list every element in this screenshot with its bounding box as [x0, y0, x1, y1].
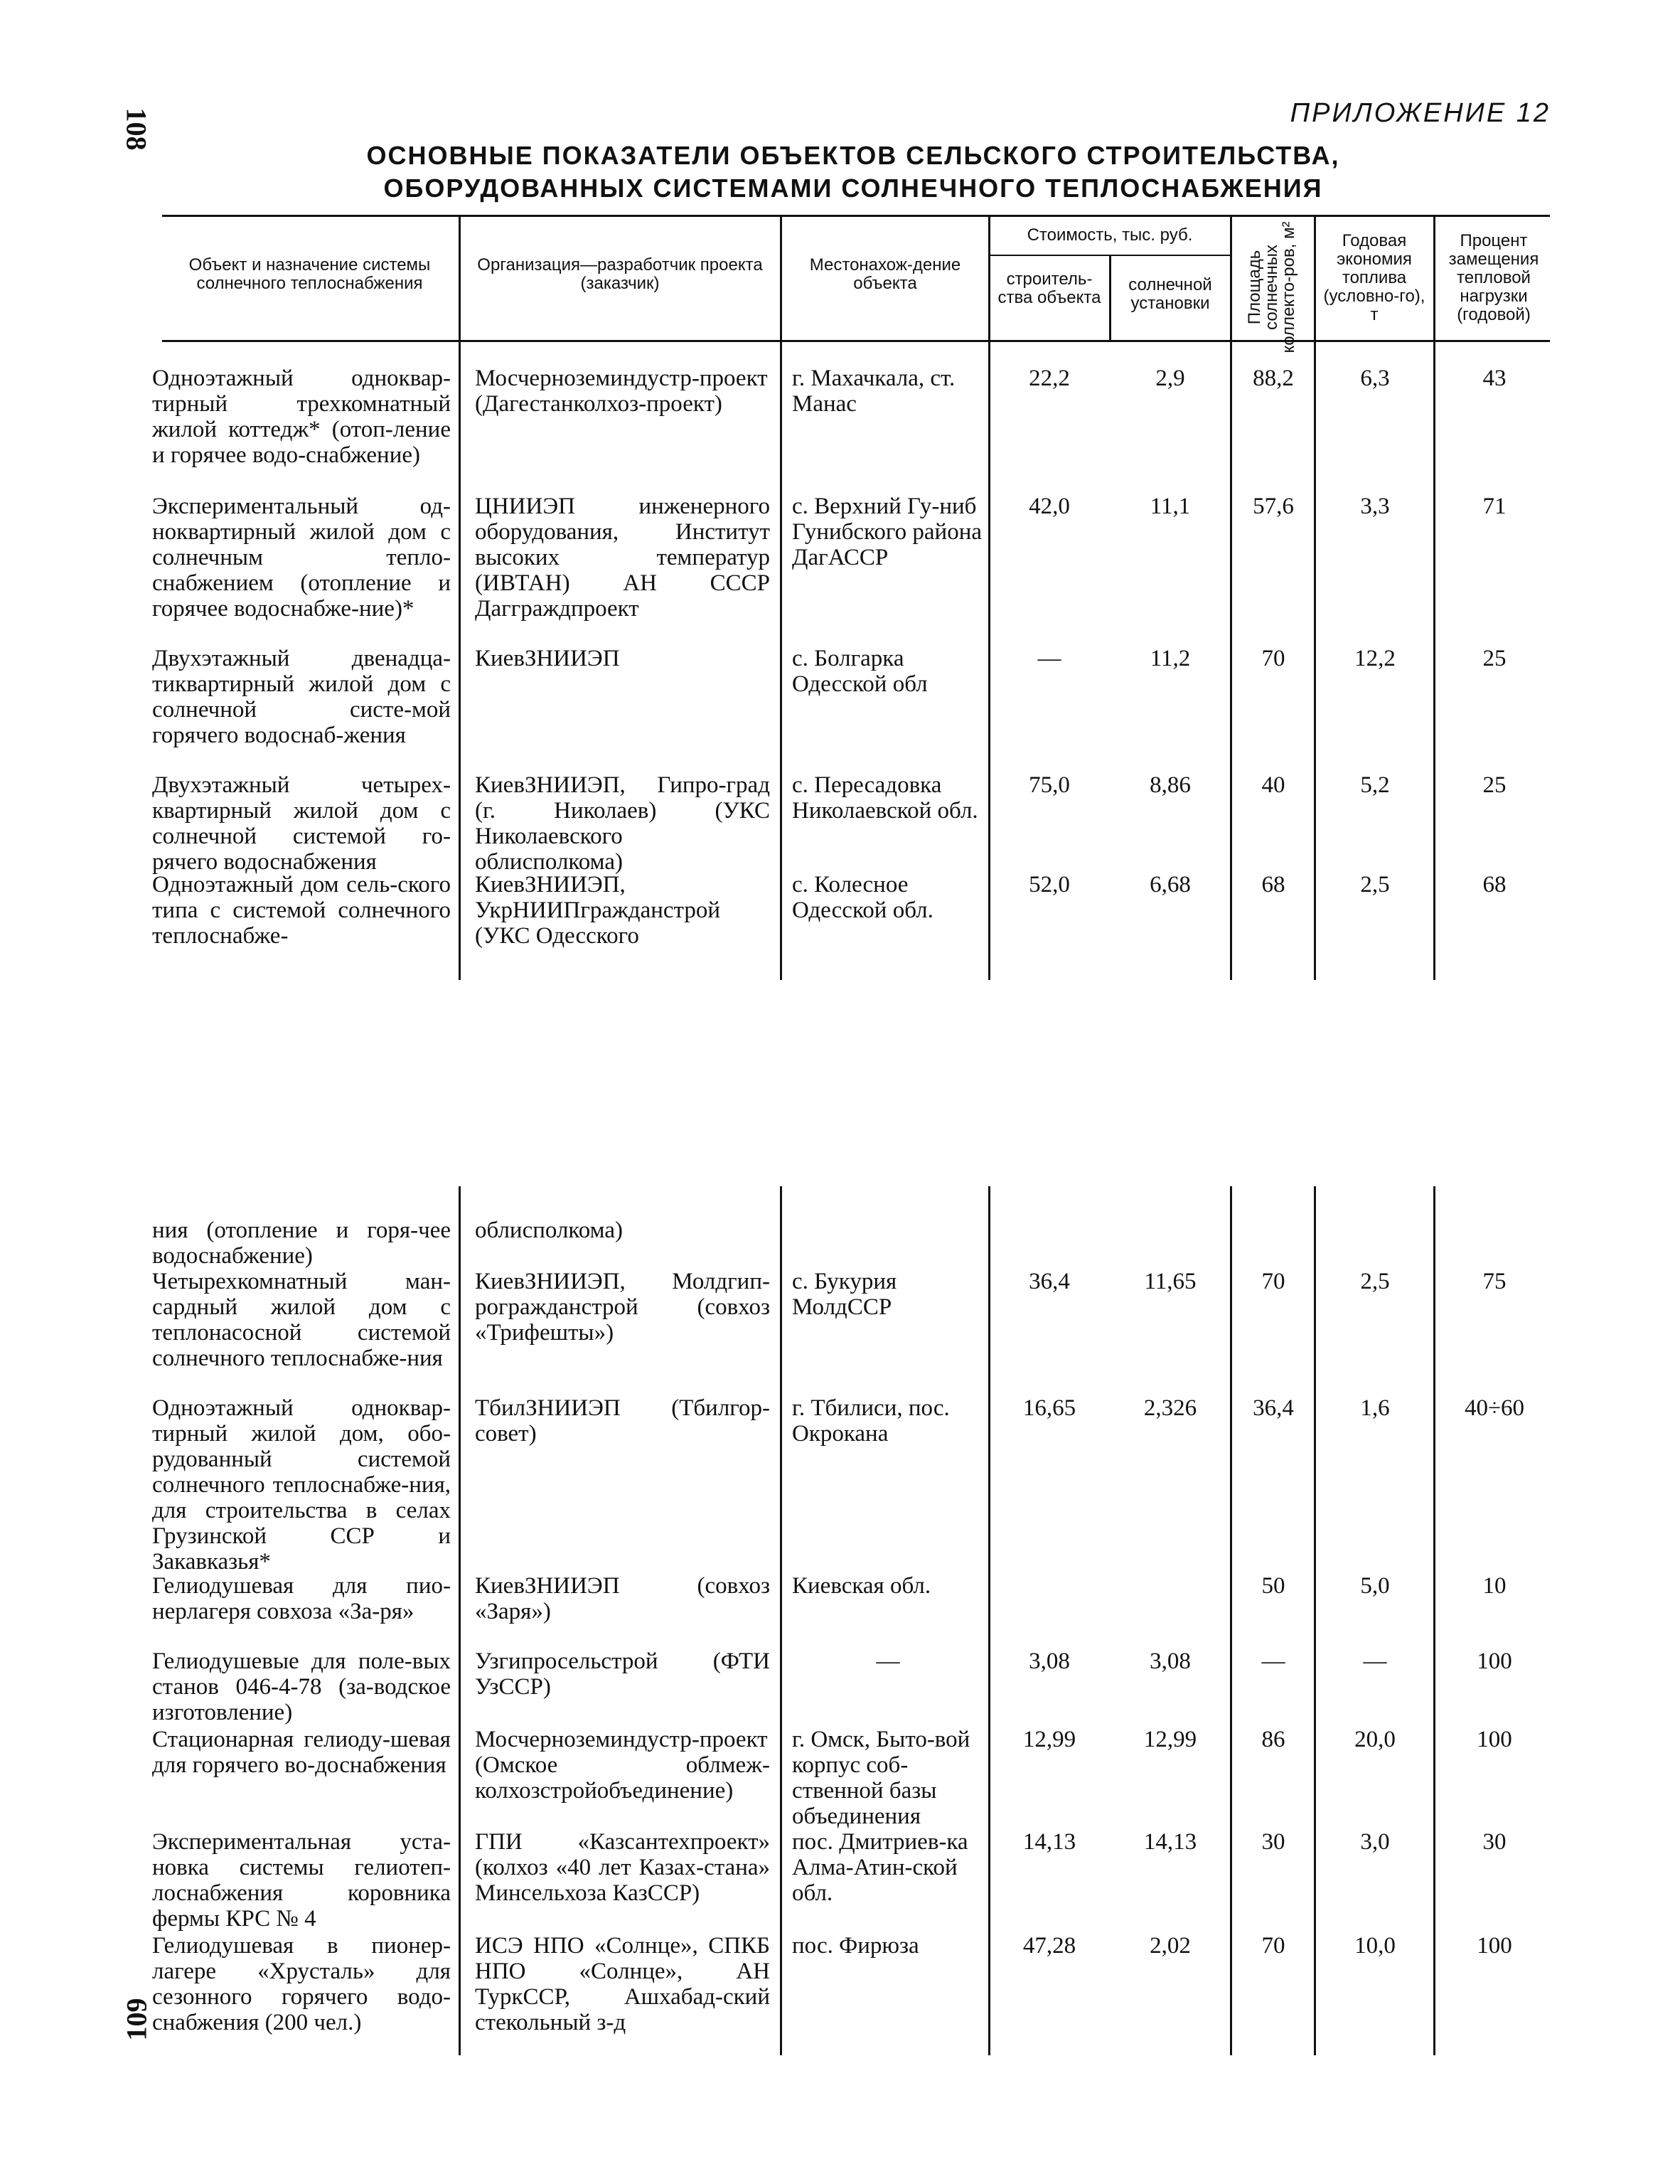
object-cell: Стационарная гелиоду-шевая для горячего во-доснабжения: [152, 1727, 451, 1778]
object-cell: Четырехкомнатный ман-сардный жилой дом с теплонасосной системой солнечного теплоснабже-ния: [152, 1269, 451, 1371]
cost-solar-cell: 11,2: [1150, 646, 1191, 671]
fuel-cell: 6,3: [1360, 366, 1390, 391]
area-cell: 68: [1261, 872, 1285, 897]
cost-building-cell: 14,13: [1022, 1829, 1076, 1855]
column-divider: [1433, 1186, 1435, 2055]
org-cell: КиевЗНИИЭП, Гипро-град (г. Николаев) (УКС Николаевского облисполкома): [475, 772, 770, 875]
object-cell: Экспериментальная уста-новка системы гелиотеп-лоснабжения коровника фермы КРС № 4: [152, 1829, 451, 1932]
header-fuel: Годовая экономия топлива (условно-го), т: [1323, 231, 1425, 324]
object-cell: Гелиодушевая для пио-нерлагеря совхоза «За-ря»: [152, 1573, 451, 1624]
org-cell: КиевЗНИИЭП (совхоз «Заря»): [475, 1573, 770, 1624]
header-cost-building: строитель-ства объекта: [997, 270, 1101, 307]
header-divider: [1433, 215, 1435, 340]
object-cell: Экспериментальный од-ноквартирный жилой дом с солнечным тепло-снабжением (отопление и горячее водоснабже-ние)*: [152, 494, 451, 622]
object-cell: ния (отопление и горя-чее водоснабжение): [152, 1218, 451, 1269]
appendix-label: ПРИЛОЖЕНИЕ 12: [1290, 98, 1551, 128]
cost-solar-cell: 2,326: [1143, 1395, 1197, 1421]
header-divider: [988, 215, 990, 340]
cost-solar-cell: 14,13: [1143, 1829, 1197, 1855]
fuel-cell: 3,0: [1360, 1829, 1390, 1855]
object-cell: Гелиодушевая в пионер-лагере «Хрусталь» для сезонного горячего водо-снабжения (200 чел.): [152, 1933, 451, 2035]
fuel-cell: 1,6: [1360, 1395, 1390, 1421]
page-title-line-2: ОБОРУДОВАННЫХ СИСТЕМАМИ СОЛНЕЧНОГО ТЕПЛОСНАБЖЕНИЯ: [383, 174, 1323, 203]
header-org: Организация—разработчик проекта (заказчик): [477, 255, 763, 293]
area-cell: 40: [1261, 772, 1285, 798]
org-cell: ТбилЗНИИЭП (Тбилгор-совет): [475, 1395, 770, 1447]
percent-cell: 43: [1482, 366, 1507, 391]
cost-building-cell: 3,08: [1029, 1648, 1070, 1674]
cost-building-cell: 36,4: [1029, 1269, 1070, 1294]
location-cell: г. Тбилиси, пос. Окрокана: [792, 1395, 950, 1447]
percent-cell: 40÷60: [1464, 1395, 1525, 1421]
area-cell: 70: [1261, 1269, 1285, 1294]
area-cell: 86: [1261, 1727, 1285, 1752]
location-cell: г. Омск, Быто-вой корпус соб-ственной базы объединения: [792, 1727, 970, 1829]
header-percent: Процент замещения тепловой нагрузки (годовой): [1448, 231, 1539, 324]
header-divider: [1314, 215, 1316, 340]
area-cell: 88,2: [1253, 366, 1294, 391]
column-divider: [988, 340, 990, 980]
org-cell: Мосчерноземиндустр-проект (Омское облмеж-колхозстройобъединение): [475, 1727, 770, 1804]
cost-solar-cell: 3,08: [1150, 1648, 1191, 1674]
org-cell: Мосчерноземиндустр-проект (Дагестанколхоз-проект): [475, 366, 768, 417]
area-cell: 57,6: [1253, 494, 1294, 519]
location-cell: пос. Дмитриев-ка Алма-Атин-ской обл.: [792, 1829, 968, 1906]
org-cell: ИСЭ НПО «Солнце», СПКБ НПО «Солнце», АН ТуркССР, Ашхабад-ский стекольный з-д: [475, 1933, 770, 2035]
cost-solar-cell: 6,68: [1150, 872, 1191, 897]
cost-building-cell: —: [1037, 646, 1061, 671]
cost-solar-cell: 11,1: [1150, 494, 1191, 519]
cost-solar-cell: 2,9: [1155, 366, 1185, 391]
header-divider: [459, 215, 461, 340]
object-cell: Гелиодушевые для поле-вых станов 046-4-78 (за-водское изготовление): [152, 1648, 451, 1725]
column-divider: [1230, 1186, 1232, 2055]
fuel-cell: 12,2: [1354, 646, 1396, 671]
column-divider: [459, 1186, 461, 2055]
column-divider: [1433, 340, 1435, 980]
header-top-rule: [162, 215, 1550, 217]
org-cell: Узгипросельстрой (ФТИ УзССР): [475, 1648, 770, 1700]
cost-building-cell: 12,99: [1022, 1727, 1076, 1752]
location-cell: с. Пересадовка Николаевской обл.: [792, 772, 978, 824]
location-cell: пос. Фирюза: [792, 1933, 919, 1959]
cost-solar-cell: 11,65: [1144, 1269, 1197, 1294]
column-divider: [459, 340, 461, 980]
area-cell: 36,4: [1253, 1395, 1294, 1421]
cost-solar-cell: 2,02: [1150, 1933, 1191, 1959]
fuel-cell: 2,5: [1360, 872, 1390, 897]
fuel-cell: 2,5: [1360, 1269, 1390, 1294]
fuel-cell: 10,0: [1354, 1933, 1396, 1959]
area-cell: 50: [1261, 1573, 1285, 1599]
column-divider: [988, 1186, 990, 2055]
cost-building-cell: 47,28: [1022, 1933, 1076, 1959]
page-number-top: 108: [120, 107, 153, 151]
location-cell: с. Колесное Одесской обл.: [792, 872, 933, 923]
fuel-cell: 20,0: [1354, 1727, 1396, 1752]
percent-cell: 25: [1482, 646, 1507, 671]
cost-building-cell: 52,0: [1029, 872, 1070, 897]
object-cell: Одноэтажный одноквар-тирный трехкомнатный жилой коттедж* (отоп-ление и горячее водо-снабжение): [152, 366, 451, 468]
cost-building-cell: 42,0: [1029, 494, 1070, 519]
org-cell: облисполкома): [475, 1218, 623, 1243]
percent-cell: 100: [1477, 1648, 1512, 1674]
fuel-cell: 5,2: [1360, 772, 1390, 798]
fuel-cell: 3,3: [1360, 494, 1390, 519]
area-cell: —: [1261, 1648, 1285, 1674]
column-divider: [1314, 340, 1316, 980]
header-cost: Стоимость, тыс. руб.: [1027, 225, 1193, 245]
percent-cell: 25: [1482, 772, 1507, 798]
page-title-line-1: ОСНОВНЫЕ ПОКАЗАТЕЛИ ОБЪЕКТОВ СЕЛЬСКОГО СТРОИТЕЛЬСТВА,: [366, 141, 1340, 170]
page-number-bottom: 109: [120, 1998, 153, 2041]
header-divider: [1230, 215, 1232, 340]
location-cell: —: [876, 1648, 900, 1674]
location-cell: Киевская обл.: [792, 1573, 931, 1599]
area-cell: 70: [1261, 1933, 1285, 1959]
object-cell: Двухэтажный двенадца-тиквартирный жилой дом с солнечной систе-мой горячего водоснаб-жения: [152, 646, 451, 748]
org-cell: КиевЗНИИЭП: [475, 646, 620, 671]
location-cell: с. Болгарка Одесской обл: [792, 646, 928, 697]
object-cell: Двухэтажный четырех-квартирный жилой дом с солнечной системой го-рячего водоснабжения: [152, 772, 451, 875]
header-cost-solar: солнечной установки: [1128, 275, 1212, 313]
cost-solar-cell: 12,99: [1143, 1727, 1197, 1752]
object-cell: Одноэтажный дом сель-ского типа с системой солнечного теплоснабже-: [152, 872, 451, 949]
header-object: Объект и назначение системы солнечного теплоснабжения: [188, 255, 431, 293]
column-divider: [1314, 1186, 1316, 2055]
percent-cell: 71: [1482, 494, 1507, 519]
cost-building-cell: 22,2: [1029, 366, 1070, 391]
header-area: Площадь солнечных коллекто-ров, м²: [1245, 221, 1298, 353]
object-cell: Одноэтажный одноквар-тирный жилой дом, обо-рудованный системой солнечного теплоснабже-ния, для строительства в селах Грузинской ССР и Закавказья*: [152, 1395, 451, 1575]
header-divider: [1109, 255, 1111, 340]
area-cell: 30: [1261, 1829, 1285, 1855]
fuel-cell: —: [1363, 1648, 1387, 1674]
percent-cell: 100: [1477, 1727, 1512, 1752]
percent-cell: 68: [1482, 872, 1507, 897]
location-cell: с. Верхний Гу-ниб Гунибского района ДагАССР: [792, 494, 983, 570]
area-cell: 70: [1261, 646, 1285, 671]
column-divider: [1230, 340, 1232, 980]
percent-cell: 10: [1482, 1573, 1507, 1599]
org-cell: ГПИ «Казсантехпроект» (колхоз «40 лет Казах-стана» Минсельхоза КазССР): [475, 1829, 770, 1906]
header-location: Местонахож-дение объекта: [809, 255, 961, 293]
header-divider: [780, 215, 782, 340]
percent-cell: 100: [1477, 1933, 1512, 1959]
cost-building-cell: 75,0: [1029, 772, 1070, 798]
header-bottom-rule: [162, 340, 1550, 342]
column-divider: [780, 1186, 782, 2055]
org-cell: КиевЗНИИЭП, Молдгип-рогражданстрой (совхоз «Трифешты»): [475, 1269, 770, 1346]
cost-building-cell: 16,65: [1022, 1395, 1076, 1421]
percent-cell: 30: [1482, 1829, 1507, 1855]
fuel-cell: 5,0: [1360, 1573, 1390, 1599]
location-cell: с. Букурия МолдССР: [792, 1269, 897, 1320]
percent-cell: 75: [1482, 1269, 1507, 1294]
org-cell: КиевЗНИИЭП, УкрНИИПгражданстрой (УКС Одесского: [475, 872, 721, 949]
cost-solar-cell: 8,86: [1150, 772, 1191, 798]
org-cell: ЦНИИЭП инженерного оборудования, Институт высоких температур (ИВТАН) АН СССР Дагграждпроект: [475, 494, 770, 622]
location-cell: г. Махачкала, ст. Манас: [792, 366, 956, 417]
column-divider: [780, 340, 782, 980]
